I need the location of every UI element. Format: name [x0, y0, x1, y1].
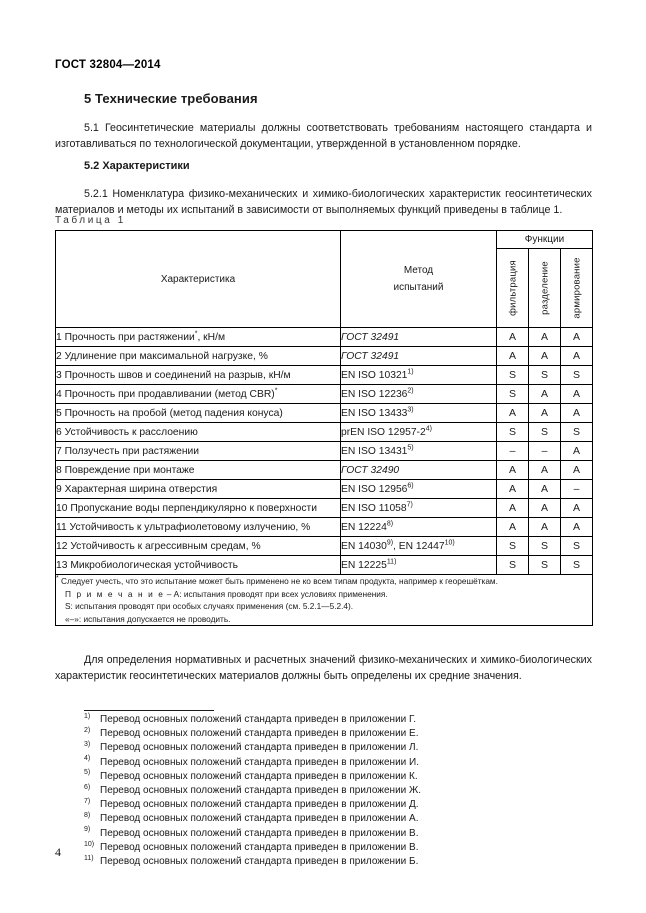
cell-method-footnote-mark: 6): [407, 482, 414, 490]
running-head: ГОСТ 32804—2014: [55, 59, 161, 71]
footnote-text: Перевод основных положений стандарта приведен в приложении А.: [100, 813, 419, 825]
footnote-text: Перевод основных положений стандарта приведен в приложении В.: [100, 827, 419, 839]
cell-characteristic: 11 Устойчивость к ультрафиолетовому излучению, %: [56, 518, 341, 537]
header-func-filtration-label: фильтрация: [507, 260, 518, 316]
cell-method: prEN ISO 12957-2$^{4)}$: [341, 423, 497, 442]
footnote-item: 6) Перевод основных положений стандарта приведен в приложении Ж.: [84, 783, 422, 797]
footnote-text: Перевод основных положений стандарта приведен в приложении Е.: [100, 728, 419, 740]
note-star-mark: *: [56, 575, 59, 583]
table-caption: Таблица 1: [55, 215, 126, 226]
table-notes: [56, 575, 593, 626]
cell-method-footnote-mark: 1): [407, 368, 414, 376]
cell-method-footnote-mark: 2): [407, 387, 414, 395]
cell-function-separation: A: [529, 404, 561, 423]
cell-function-reinforcement: S: [561, 556, 593, 575]
cell-method: EN ISO 13431$^{5)}$: [341, 442, 497, 461]
cell-characteristic-footnote-mark: *: [274, 387, 278, 395]
cell-function-separation: A: [529, 461, 561, 480]
cell-function-separation: A: [529, 328, 561, 347]
header-functions: Функции: [497, 231, 593, 249]
table-row: [56, 480, 593, 499]
cell-function-separation: A: [529, 518, 561, 537]
cell-method-footnote-mark: 3): [407, 406, 414, 414]
cell-method-footnote-mark: 4): [425, 425, 432, 433]
footnote-item: 5) Перевод основных положений стандарта приведен в приложении К.: [84, 769, 418, 782]
cell-characteristic: 8 Повреждение при монтаже: [56, 461, 341, 480]
table-row: [56, 347, 593, 366]
cell-function-filtration: S: [497, 423, 529, 442]
cell-method-footnote-mark: 10): [444, 539, 455, 547]
table-row: [56, 537, 593, 556]
table-notes-row: [56, 575, 593, 626]
table-row: [56, 404, 593, 423]
footnote-item: 1) Перевод основных положений стандарта приведен в приложении Г.: [84, 712, 416, 725]
cell-method: ГОСТ 32491: [341, 347, 497, 366]
table-body: [56, 328, 593, 575]
cell-function-separation: S: [529, 537, 561, 556]
table-row: [56, 461, 593, 480]
cell-method: EN ISO 12236$^{2)}$: [341, 385, 497, 404]
footnote-list: [84, 713, 554, 869]
footnote-text: Перевод основных положений стандарта приведен в приложении И.: [100, 756, 419, 768]
header-func-separation: [529, 249, 561, 328]
cell-function-filtration: S: [497, 366, 529, 385]
cell-function-reinforcement: A: [561, 518, 593, 537]
cell-method: EN 14030$^{9)}$, EN 12447$^{10)}$: [341, 537, 497, 556]
cell-function-separation: –: [529, 442, 561, 461]
cell-characteristic-footnote-mark: *: [194, 330, 198, 338]
note-label: П р и м е ч а н и е: [65, 588, 165, 599]
cell-method-footnote-mark: 11): [386, 558, 397, 566]
note-star-text: Следует учесть, что это испытание может быть применено не ко всем типам продукта, например к георешёткам.: [61, 576, 498, 586]
table-foot: [56, 575, 593, 626]
cell-method-footnote-mark: 9): [386, 539, 394, 547]
cell-function-reinforcement: S: [561, 423, 593, 442]
footnote-item: 10) Перевод основных положений стандарта приведен в приложении В.: [84, 840, 419, 853]
header-characteristic: Характеристика: [56, 231, 341, 328]
subsection-title: 5.2 Характеристики: [84, 160, 190, 172]
table-head: [56, 231, 593, 328]
header-method: [341, 231, 497, 328]
note-star-line: [56, 575, 592, 588]
cell-function-separation: A: [529, 347, 561, 366]
table-row: [56, 328, 593, 347]
footnote-item: 11) Перевод основных положений стандарта приведен в приложении Б.: [84, 854, 419, 868]
footnote-item: 3) Перевод основных положений стандарта приведен в приложении Л.: [84, 741, 419, 754]
table-row: [56, 499, 593, 518]
cell-method: EN ISO 13433$^{3)}$: [341, 404, 497, 423]
footnote-text: Перевод основных положений стандарта приведен в приложении Г.: [100, 714, 416, 725]
cell-function-reinforcement: –: [561, 480, 593, 499]
cell-function-filtration: A: [497, 328, 529, 347]
cell-method: ГОСТ 32490: [341, 461, 497, 480]
footnote-text: Перевод основных положений стандарта приведен в приложении К.: [100, 770, 418, 782]
table-row: [56, 423, 593, 442]
note-line-1: – A: испытания проводят при всех условиях применения.: [166, 588, 388, 599]
cell-function-filtration: A: [497, 499, 529, 518]
cell-function-separation: A: [529, 385, 561, 404]
header-method-line2: испытаний: [393, 282, 444, 293]
cell-function-filtration: S: [497, 385, 529, 404]
cell-characteristic: 1 Прочность при растяжении*, кН/м: [56, 328, 341, 347]
cell-function-separation: A: [529, 480, 561, 499]
cell-characteristic: 13 Микробиологическая устойчивость: [56, 556, 341, 575]
cell-characteristic: 4 Прочность при продавливании (метод CBR)*: [56, 385, 341, 404]
cell-characteristic: 9 Характерная ширина отверстия: [56, 480, 341, 499]
table-row: [56, 556, 593, 575]
cell-function-separation: S: [529, 366, 561, 385]
cell-characteristic: 5 Прочность на пробой (метод падения конуса): [56, 404, 341, 423]
header-func-filtration: [497, 249, 529, 328]
footnote-separator: [84, 710, 214, 711]
cell-characteristic: 6 Устойчивость к расслоению: [56, 423, 341, 442]
cell-function-separation: S: [529, 556, 561, 575]
note-line-2: S: испытания проводят при особых случаях применения (см. 5.2.1—5.2.4).: [65, 601, 354, 611]
cell-method-footnote-mark: 7): [406, 501, 413, 509]
cell-function-filtration: A: [497, 347, 529, 366]
cell-function-filtration: A: [497, 518, 529, 537]
page-number: 4: [55, 845, 61, 859]
cell-function-filtration: A: [497, 404, 529, 423]
footnote-item: 2) Перевод основных положений стандарта приведен в приложении Е.: [84, 726, 419, 740]
footnote-text: Перевод основных положений стандарта приведен в приложении Б.: [100, 856, 419, 868]
cell-function-reinforcement: A: [561, 461, 593, 480]
cell-function-filtration: A: [497, 461, 529, 480]
footnote-item: 8) Перевод основных положений стандарта приведен в приложении А.: [84, 812, 419, 825]
cell-characteristic: 7 Ползучесть при растяжении: [56, 442, 341, 461]
footnote-item: 9) Перевод основных положений стандарта приведен в приложении В.: [84, 826, 419, 839]
table-row: [56, 518, 593, 537]
cell-method: EN ISO 10321$^{1)}$: [341, 366, 497, 385]
characteristics-table: [55, 230, 593, 626]
header-func-separation-label: разделение: [539, 261, 550, 315]
footnote-item: 4) Перевод основных положений стандарта приведен в приложении И.: [84, 755, 419, 768]
cell-characteristic: 10 Пропускание воды перпендикулярно к поверхности: [56, 499, 341, 518]
cell-function-filtration: –: [497, 442, 529, 461]
cell-method: ГОСТ 32491: [341, 328, 497, 347]
footnote-text: Перевод основных положений стандарта приведен в приложении В.: [100, 841, 419, 853]
table-header-row-1: [56, 231, 593, 249]
cell-function-separation: S: [529, 423, 561, 442]
cell-function-reinforcement: S: [561, 366, 593, 385]
cell-function-reinforcement: S: [561, 537, 593, 556]
footnote-item: 7) Перевод основных положений стандарта приведен в приложении Д.: [84, 797, 419, 811]
cell-function-reinforcement: A: [561, 347, 593, 366]
cell-function-reinforcement: A: [561, 404, 593, 423]
cell-function-reinforcement: A: [561, 499, 593, 518]
note-line-3: «–»: испытания допускается не проводить.: [65, 613, 231, 624]
cell-function-reinforcement: A: [561, 328, 593, 347]
cell-method: EN 12225$^{11)}$: [341, 556, 497, 575]
characteristics-table-wrapper: [55, 230, 592, 626]
cell-method: EN ISO 11058$^{7)}$: [341, 499, 497, 518]
note-label-line: [56, 588, 592, 601]
section-title: 5 Технические требования: [84, 91, 258, 106]
table-row: [56, 385, 593, 404]
paragraph-after-table: Для определения нормативных и расчетных значений физико-механических и химико-биологических характеристик геосинтетических материалов должны быть определены их средние значения.: [55, 654, 592, 682]
cell-function-filtration: S: [497, 556, 529, 575]
table-row: [56, 442, 593, 461]
cell-characteristic: 12 Устойчивость к агрессивным средам, %: [56, 537, 341, 556]
footnote-text: Перевод основных положений стандарта приведен в приложении Л.: [100, 742, 419, 754]
footnote-text: Перевод основных положений стандарта приведен в приложении Д.: [100, 799, 419, 811]
cell-method-footnote-mark: 5): [407, 444, 414, 452]
paragraph-5-1: 5.1 Геосинтетические материалы должны соответствовать требованиям настоящего стандарта и изготавливаться по технологической документации, утвержденной в установленном порядке.: [55, 122, 592, 150]
header-func-reinforcement: [561, 249, 593, 328]
cell-characteristic: 2 Удлинение при максимальной нагрузке, %: [56, 347, 341, 366]
cell-function-separation: A: [529, 499, 561, 518]
paragraph-5-2-1: 5.2.1 Номенклатура физико-механических и химико-биологических характеристик геосинтетических материалов и методы их испытаний в зависимости от выполняемых функций приведены в таблице 1.: [55, 188, 592, 216]
footnote-text: Перевод основных положений стандарта приведен в приложении Ж.: [100, 785, 422, 797]
cell-function-reinforcement: A: [561, 442, 593, 461]
cell-method-footnote-mark: 8): [386, 520, 394, 528]
cell-method: EN ISO 12956$^{6)}$: [341, 480, 497, 499]
cell-method: EN 12224$^{8)}$: [341, 518, 497, 537]
table-row: [56, 366, 593, 385]
header-method-line1: Метод: [403, 265, 434, 276]
cell-function-filtration: A: [497, 480, 529, 499]
cell-characteristic: 3 Прочность швов и соединений на разрыв, кН/м: [56, 366, 341, 385]
header-func-reinforcement-label: армирование: [571, 257, 582, 319]
cell-function-reinforcement: A: [561, 385, 593, 404]
cell-function-filtration: S: [497, 537, 529, 556]
